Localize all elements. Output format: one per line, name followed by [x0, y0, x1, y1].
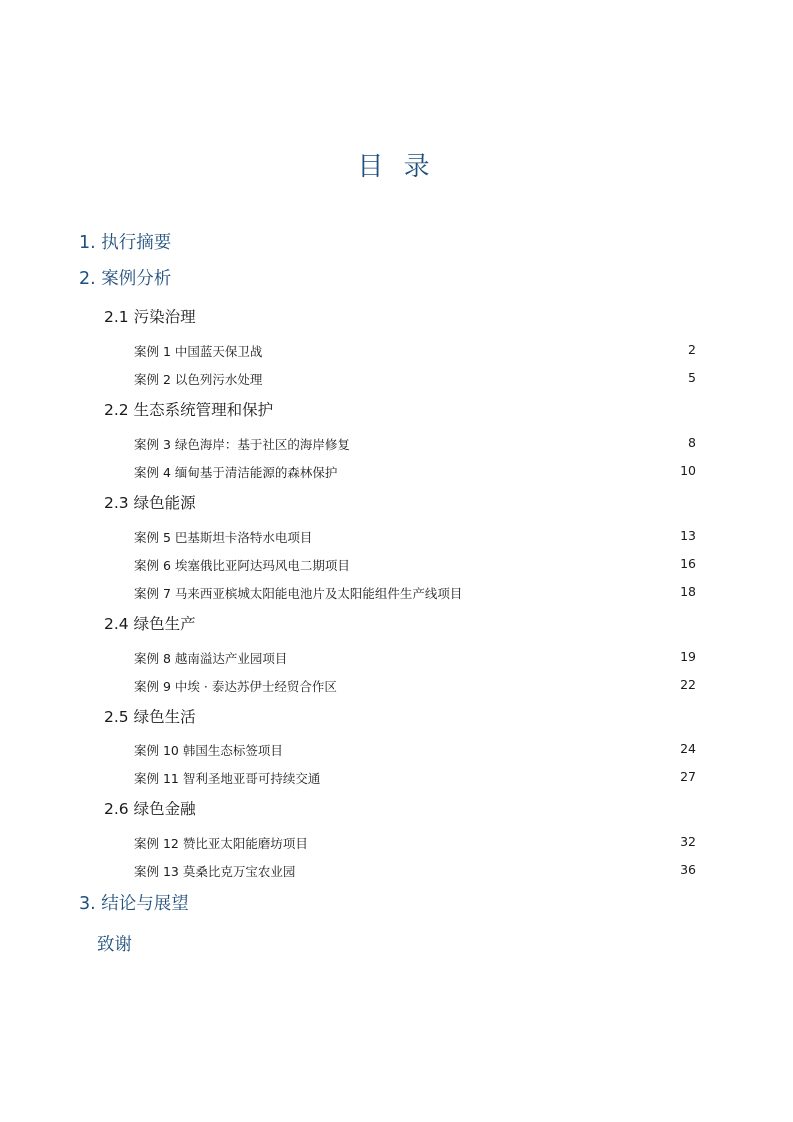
toc-section-3[interactable]: 3. 结论与展望: [79, 894, 189, 914]
toc-entry-label: 案例 3 绿色海岸：基于社区的海岸修复: [134, 437, 350, 452]
toc-entry-case-13[interactable]: [134, 862, 696, 880]
toc-subsection-2-3[interactable]: 2.3 绿色能源: [104, 494, 196, 512]
toc-subsection-2-5[interactable]: 2.5 绿色生活: [104, 708, 196, 726]
toc-entry-case-1[interactable]: [134, 342, 696, 360]
toc-entry-page: 36: [680, 862, 696, 877]
toc-entry-page: 10: [680, 463, 696, 478]
toc-entry-label: 案例 10 韩国生态标签项目: [134, 743, 283, 758]
toc-entry-label: 案例 9 中埃 · 泰达苏伊士经贸合作区: [134, 679, 337, 694]
toc-subsection-2-6[interactable]: 2.6 绿色金融: [104, 800, 196, 818]
toc-entry-page: 27: [680, 769, 696, 784]
toc-section-1[interactable]: 1. 执行摘要: [79, 233, 172, 253]
toc-entry-page: 32: [680, 834, 696, 849]
toc-entry-case-10[interactable]: [134, 741, 696, 759]
toc-entry-case-4[interactable]: [134, 463, 696, 481]
toc-entry-label: 案例 11 智利圣地亚哥可持续交通: [134, 771, 321, 786]
toc-subsection-2-2[interactable]: 2.2 生态系统管理和保护: [104, 401, 274, 419]
toc-entry-case-8[interactable]: [134, 649, 696, 667]
toc-entry-label: 案例 6 埃塞俄比亚阿达玛风电二期项目: [134, 558, 350, 573]
toc-entry-label: 案例 13 莫桑比克万宝农业园: [134, 864, 296, 879]
toc-entry-label: 案例 1 中国蓝天保卫战: [134, 344, 263, 359]
toc-entry-label: 案例 4 缅甸基于清洁能源的森林保护: [134, 465, 338, 480]
toc-entry-case-5[interactable]: [134, 528, 696, 546]
toc-entry-page: 18: [680, 584, 696, 599]
toc-entry-page: 5: [688, 370, 696, 385]
toc-subsection-2-1[interactable]: 2.1 污染治理: [104, 308, 196, 326]
toc-entry-case-11[interactable]: [134, 769, 696, 787]
toc-entry-case-12[interactable]: [134, 834, 696, 852]
toc-entry-label: 案例 5 巴基斯坦卡洛特水电项目: [134, 530, 313, 545]
toc-entry-page: 22: [680, 677, 696, 692]
toc-entry-case-7[interactable]: [134, 584, 696, 602]
toc-entry-label: 案例 12 赞比亚太阳能磨坊项目: [134, 836, 308, 851]
toc-entry-label: 案例 2 以色列污水处理: [134, 372, 263, 387]
page-title: 目 录: [357, 152, 436, 182]
toc-entry-page: 8: [688, 435, 696, 450]
toc-acknowledgements[interactable]: 致谢: [97, 935, 132, 955]
toc-entry-label: 案例 8 越南溢达产业园项目: [134, 651, 288, 666]
toc-entry-page: 16: [680, 556, 696, 571]
toc-entry-case-9[interactable]: [134, 677, 696, 695]
toc-subsection-2-4[interactable]: 2.4 绿色生产: [104, 615, 196, 633]
toc-entry-page: 13: [680, 528, 696, 543]
toc-section-2[interactable]: 2. 案例分析: [79, 269, 172, 289]
toc-entry-case-3[interactable]: [134, 435, 696, 453]
toc-entry-label: 案例 7 马来西亚槟城太阳能电池片及太阳能组件生产线项目: [134, 586, 463, 601]
toc-entry-page: 24: [680, 741, 696, 756]
toc-entry-case-6[interactable]: [134, 556, 696, 574]
toc-entry-page: 19: [680, 649, 696, 664]
toc-entry-page: 2: [688, 342, 696, 357]
toc-entry-case-2[interactable]: [134, 370, 696, 388]
